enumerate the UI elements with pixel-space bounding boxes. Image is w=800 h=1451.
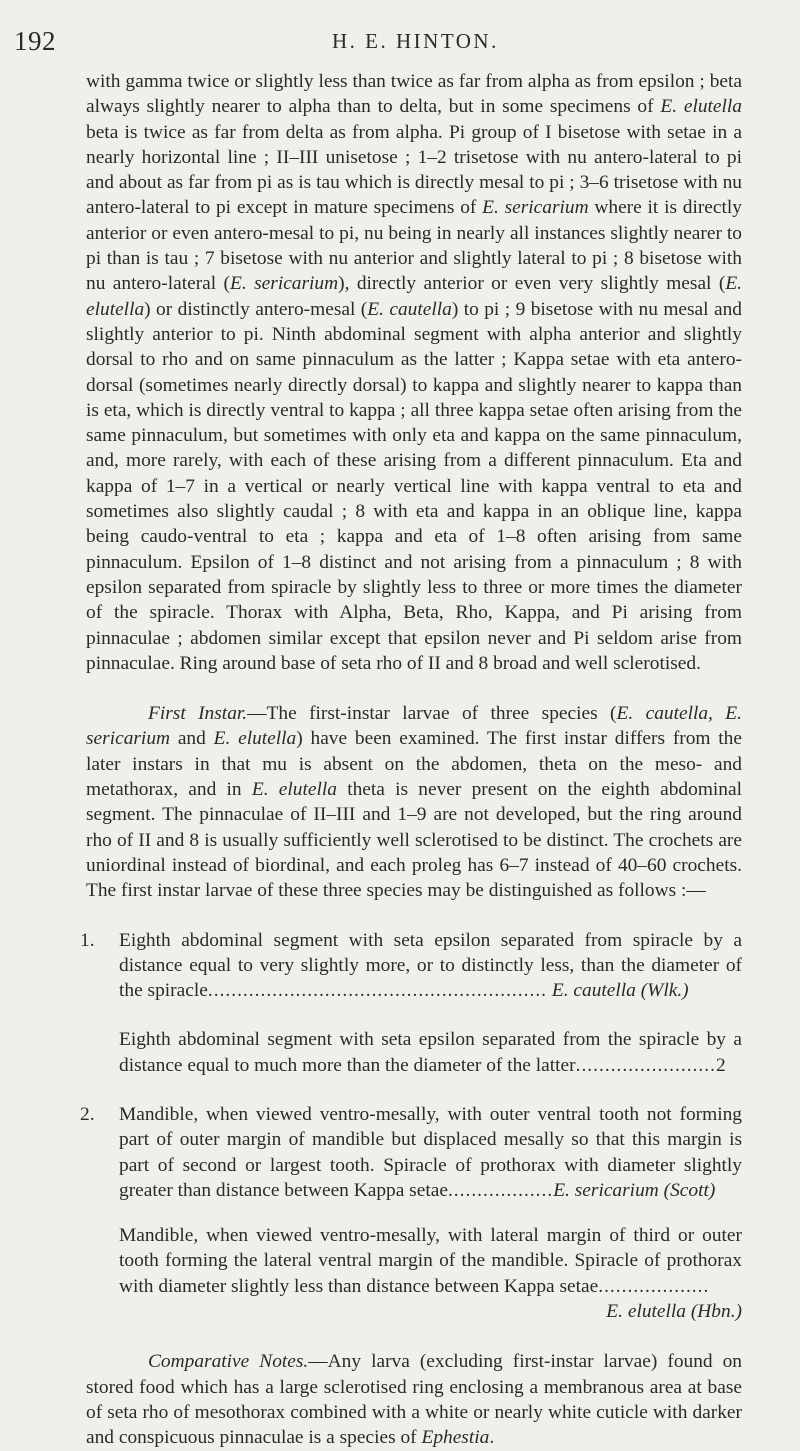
page-number: 192 <box>14 26 56 56</box>
key-leader: ........................ <box>575 1054 716 1076</box>
species-name: E. sericarium <box>230 273 339 295</box>
key-leader: .......................................................... <box>207 980 548 1002</box>
running-head: H. E. HINTON. <box>332 29 499 53</box>
paragraph-setae-description: with gamma twice or slightly less than twice as far from alpha as from epsilon ; beta always slightly nearer to alpha than to delta, but in some specimens of E. elutella beta is twice as far from delta as from alpha. Pi group of I bisetose with setae in a nearly horizontal line ; II–III unisetose ; 1–2 trisetose with nu antero-lateral to pi and about as far from pi as is tau which is directly mesal to pi ; 3–6 trisetose with nu antero-lateral to pi except in mature specimens of E. sericarium where it is directly anterior or even antero-mesal to pi, nu being in nearly all instances slightly nearer to pi than is tau ; 7 bisetose with nu anterior and slightly lateral to pi ; 8 bisetose with nu antero-lateral (E. sericarium), directly anterior or even very slightly mesal (E. elutella) or distinctly antero-mesal (E. cautella) to pi ; 9 bisetose with nu mesal and slightly anterior to pi. Ninth abdominal segment with alpha anterior and slightly dorsal to rho and on same pinnaculum as the latter ; Kappa setae with eta antero-dorsal (sometimes nearly directly dorsal) to kappa and slightly nearer to kappa than is eta, which is directly ventral to kappa ; all three kappa setae often arising from the same pinnaculum, but sometimes with only eta and kappa on the same pinnaculum, and, more rarely, with each of these arising from a different pinnaculum. Eta and kappa of 1–7 in a vertical or nearly vertical line with kappa ventral to eta and sometimes also slightly caudal ; 8 with eta and kappa in an oblique line, kappa being caudo-ventral to eta ; kappa and eta of 1–8 often arising from same pinnaculum. Epsilon of 1–8 distinct and not arising from a pinnaculum ; 8 with epsilon separated from spiracle by slightly less to three or more times the diameter of the spiracle. Thorax with Alpha, Beta, Rho, Kappa, and Pi arising from pinnaculae ; abdomen similar except that epsilon never and Pi seldom arise from pinnaculae. Ring around base of seta rho of II and 8 broad and well sclerotised. <box>86 71 743 674</box>
comparative-notes-text: —Any larva (excluding first-instar larvae) found on stored food which has a large sclerotised ring enclosing a membranous area at base of seta rho of mesothorax combined with a white or nearly white cuticle with darker and conspicuous pinnaculae is a species of <box>86 1351 742 1449</box>
comparative-notes-end: . <box>489 1427 495 1449</box>
key-leader: .................. <box>447 1179 554 1201</box>
paragraph-first-instar <box>86 701 742 903</box>
key-result: E. sericarium (Scott) <box>553 1179 716 1201</box>
key-leader: ................... <box>598 1275 710 1297</box>
key-result: E. elutella (Hbn.) <box>606 1301 742 1323</box>
key-number: 2. <box>80 1103 95 1125</box>
first-instar-heading: First Instar. <box>148 703 248 725</box>
paragraph-comparative-notes <box>86 1349 742 1450</box>
key-text: Eighth abdominal segment with seta epsilon separated from the spiracle by a distance equal to much more than the diameter of the latter <box>119 1029 742 1076</box>
species-name: E. elutella <box>86 273 743 320</box>
key-text: Mandible, when viewed ventro-mesally, with outer ventral tooth not forming part of outer margin of mandible but displaced mesally so that this margin is part of second or largest tooth. Spiracle of prothorax with diameter slightly greater than distance between Kappa setae <box>119 1103 742 1201</box>
key-number: 1. <box>80 929 95 951</box>
species-name: E. elutella <box>660 96 742 118</box>
species-name: E. elutella <box>251 779 337 801</box>
key-result: 2 <box>715 1054 726 1076</box>
genus-name: Ephestia <box>421 1427 490 1449</box>
key-couplet-1b <box>86 1027 742 1078</box>
page-header <box>14 0 742 60</box>
species-name: E. cautella, E. sericarium <box>86 703 742 750</box>
first-instar-text: —The first-instar larvae of three species (E. cautella, E. sericarium and E. elutella) have been examined. The first instar differs from the later instars in that mu is absent on the abdomen, theta on the meso- and metathorax, and in E. elutella theta is never present on the eighth abdominal segment. The pinnaculae of II–III and 1–9 are not developed, but the ring around rho of II and 8 is usually sufficiently well sclerotised to be distinct. The crochets are uniordinal instead of biordinal, and each proleg has 6–7 instead of 40–60 crochets. The first instar larvae of these three species may be distinguished as follows :— <box>86 703 742 902</box>
species-name: E. cautella <box>367 298 452 320</box>
key-text: Eighth abdominal segment with seta epsilon separated from spiracle by a distance equal to very slightly more, or to distinctly less, than the diameter of the spiracle <box>119 929 742 1002</box>
key-couplet-1 <box>80 928 742 1004</box>
key-text: Mandible, when viewed ventro-mesally, with lateral margin of third or outer tooth forming the lateral ventral margin of the mandible. Spiracle of prothorax with diameter slightly less than distance between Kappa setae <box>119 1225 742 1297</box>
comparative-notes-heading: Comparative Notes. <box>148 1351 309 1373</box>
key-couplet-2b <box>86 1223 742 1324</box>
species-name: E. sericarium <box>482 197 589 219</box>
key-couplet-2 <box>80 1102 742 1203</box>
species-name: E. elutella <box>213 728 297 750</box>
key-result: E. cautella (Wlk.) <box>551 980 689 1002</box>
